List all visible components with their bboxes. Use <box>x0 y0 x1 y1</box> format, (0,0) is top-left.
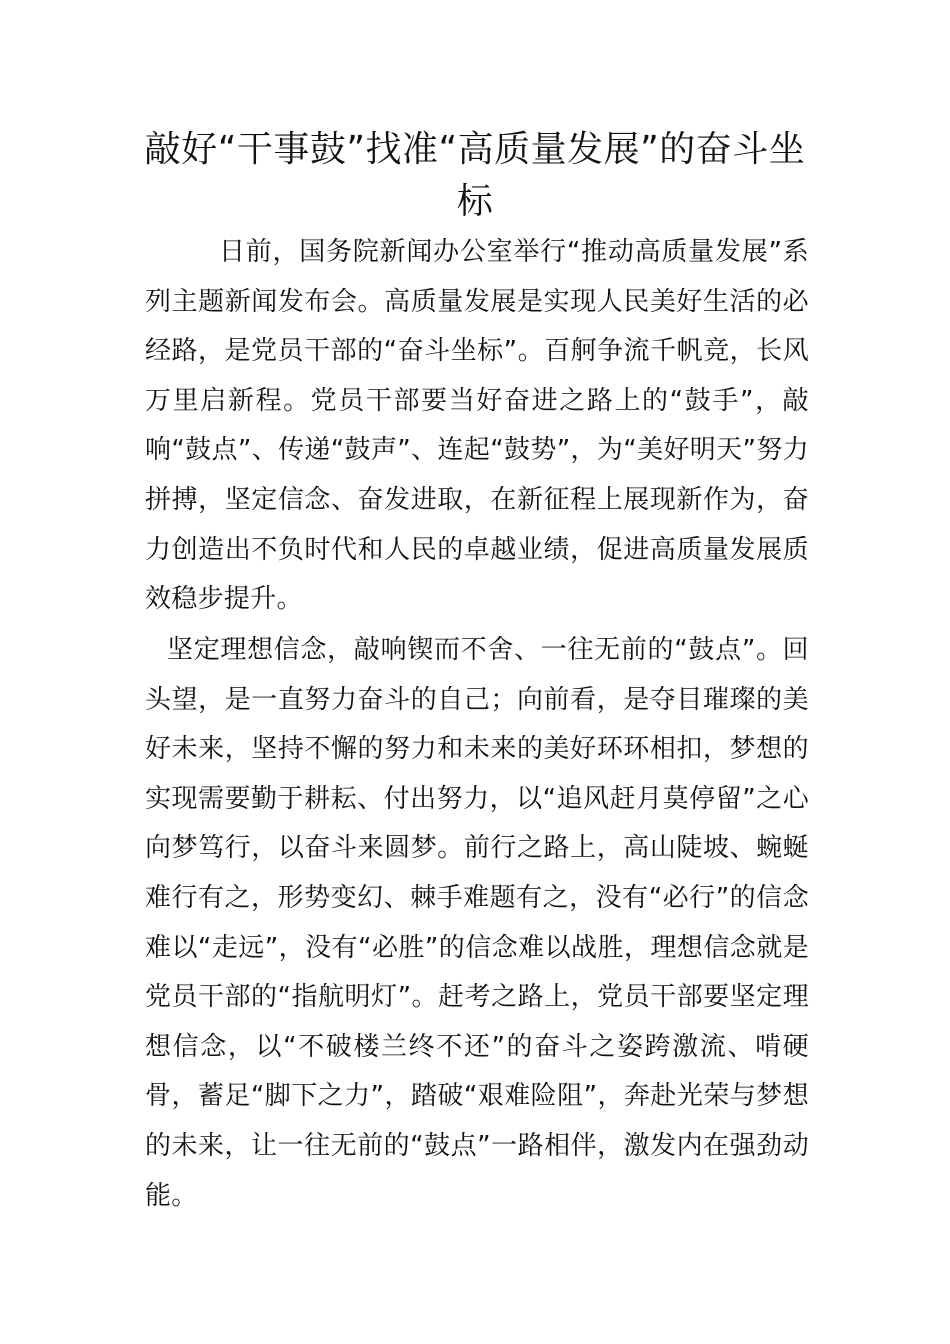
paragraph-intro: 日前，国务院新闻办公室举行“推动高质量发展”系列主题新闻发布会。高质量发展是实现人民美好生活的必经路，是党员干部的“奋斗坐标”。百舸争流千帆竞，长风万里启新程。党员干部要当好奋进之路上的“鼓手”，敲响“鼓点”、传递“鼓声”、连起“鼓势”，为“美好明天”努力拼搏，坚定信念、奋发进取，在新征程上展现新作为，奋力创造出不负时代和人民的卓越业绩，促进高质量发展质效稳步提升。 <box>145 237 809 615</box>
article-title: 敲好“干事鼓”找准“高质量发展”的奋斗坐标 <box>144 129 806 222</box>
paragraph-ideals: 坚定理想信念，敲响锲而不舍、一往无前的“鼓点”。回头望，是一直努力奋斗的自己；向前看，是夺目璀璨的美好未来，坚持不懈的努力和未来的美好环环相扣，梦想的实现需要勤于耕耘、付出努力，以“追风赶月莫停留”之心向梦笃行，以奋斗来圆梦。前行之路上，高山陡坡、蜿蜒难行有之，形势变幻、棘手难题有之，没有“必行”的信念难以“走远”，没有“必胜”的信念难以战胜，理想信念就是党员干部的“指航明灯”。赶考之路上，党员干部要坚定理想信念，以“不破楼兰终不还”的奋斗之姿跨激流、啃硬骨，蓄足“脚下之力”，踏破“艰难险阻”，奔赴光荣与梦想的未来，让一往无前的“鼓点”一路相伴，激发内在强劲动能。 <box>145 635 809 1211</box>
